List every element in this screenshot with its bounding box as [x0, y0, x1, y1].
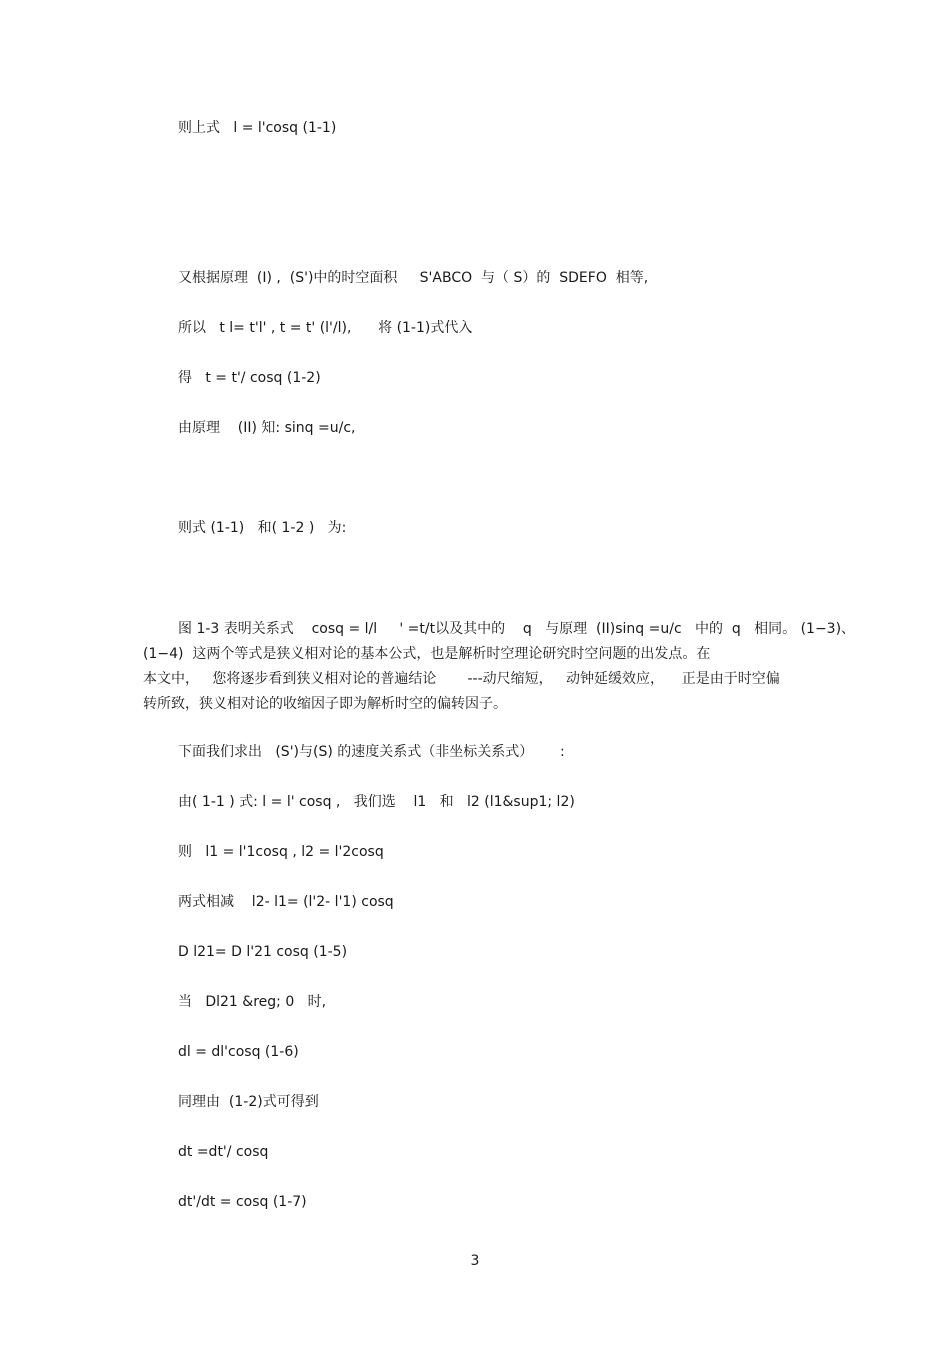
explanation-paragraph	[143, 617, 856, 717]
principle-line: 又根据原理 (I) , (S')中的时空面积 S'ABCO 与（ S）的 SDEFO 相等,	[178, 270, 649, 286]
paragraph-line: (1−4) 这两个等式是狭义相对论的基本公式，也是解析时空理论研究时空问题的出发点。在	[143, 646, 711, 662]
equation-line-1-5: D l21= D l'21 cosq (1-5)	[178, 944, 348, 960]
equation-line-1-2: 得 t = t'/ cosq (1-2)	[178, 370, 321, 386]
equation-line-1-1: 则上式 l = l'cosq (1-1)	[178, 120, 337, 136]
paragraph-line: 本文中， 您将逐步看到狭义相对论的普遍结论 ---动尺缩短， 动钟延缓效应， 正是由于时空偏	[143, 671, 780, 687]
page-number: 3	[470, 1253, 480, 1269]
paragraph-line: 转所致，狭义相对论的收缩因子即为解析时空的偏转因子。	[143, 696, 507, 712]
derivation-line-2: 则 l1 = l'1cosq , l2 = l'2cosq	[178, 844, 384, 860]
similarly-line: 同理由 (1-2)式可得到	[178, 1094, 319, 1110]
limit-line: 当 Dl21 &reg; 0 时,	[178, 994, 327, 1010]
paragraph-line: 图 1-3 表明关系式 cosq = l/l ' =t/t以及其中的 q 与原理 (II)sinq =u/c 中的 q 相同。 (1−3)、	[178, 621, 856, 637]
velocity-relation-heading: 下面我们求出 (S')与(S) 的速度关系式（非坐标关系式） :	[178, 744, 565, 760]
equations-intro-line: 则式 (1-1) 和( 1-2 ) 为:	[178, 520, 347, 536]
derivation-line-1: 由( 1-1 ) 式: l = l' cosq , 我们选 l1 和 l2 (l1&sup1; l2)	[178, 794, 575, 810]
sin-relation-line: 由原理 (II) 知: sinq =u/c,	[178, 420, 356, 436]
therefore-line: 所以 t l= t'l' , t = t' (l'/l), 将 (1-1)式代入	[178, 320, 473, 336]
equation-line-1-6: dl = dl'cosq (1-6)	[178, 1044, 299, 1060]
equation-line-1-7: dt'/dt = cosq (1-7)	[178, 1194, 307, 1210]
dt-relation-line: dt =dt'/ cosq	[178, 1144, 269, 1160]
derivation-line-3: 两式相减 l2- l1= (l'2- l'1) cosq	[178, 894, 394, 910]
